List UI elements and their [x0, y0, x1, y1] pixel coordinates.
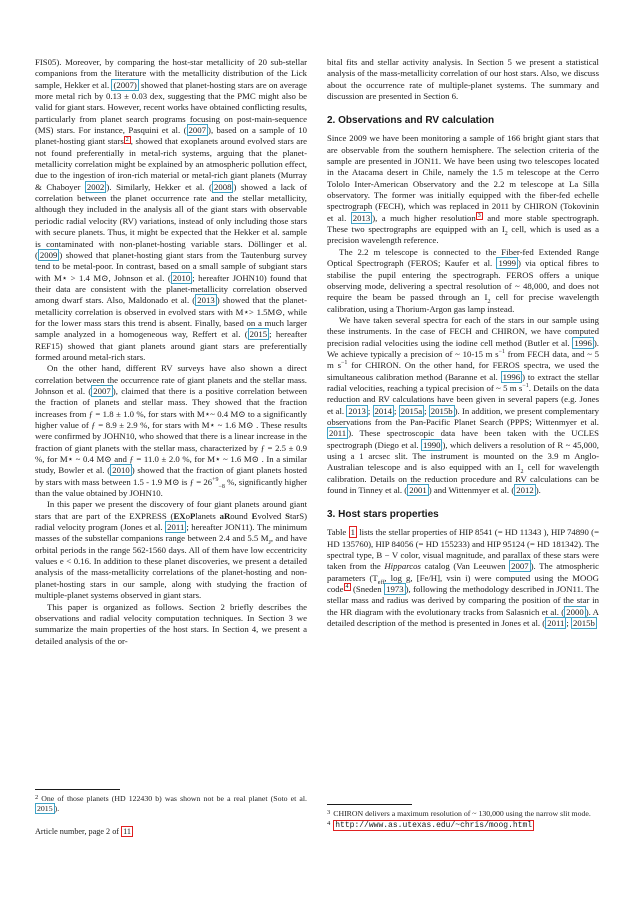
citation-link[interactable]: 1996 — [574, 337, 592, 348]
citation-link[interactable]: 2007 — [188, 125, 207, 136]
paragraph: This paper is organized as follows. Section 2 briefly describes the observations and radial velocity computation techniques. In Section 3 we summarize the main properties of the host stars. In Section 4, we present a detailed analysis of the or- — [35, 601, 307, 646]
citation-link[interactable]: 2013 — [352, 212, 371, 223]
citation-link[interactable]: 2011 — [167, 522, 185, 533]
footnote-4: $^4$ http://www.as.utexas.edu/~chris/moog.html — [327, 820, 533, 830]
paragraph: bital fits and stellar activity analysis. In Section 5 we present a statistical analysis of the mass-metallicity correlation of our host stars. Also, we discuss about the occurrence rate of multiple-planet systems. The summary and discussion are presented in Section 6. — [327, 57, 599, 102]
citation-link[interactable]: 1996 — [502, 371, 521, 382]
citation-link[interactable]: 1999 — [498, 258, 516, 269]
citation-link[interactable]: 2010 — [172, 272, 191, 283]
paragraph: On the other hand, different RV surveys have also shown a direct correlation between the occurrence rate of giant planets and the stellar mass. Johnson et al. ( 2007 ), claimed that there is a positive correlation between the fraction of planets and stellar mass. They showed that the fraction increases from ƒ = 1.8 ± 1.0 %, for stars with M⋆~ 0.4 M⊙ to a significantly higher value of ƒ = 8.9 ± 2.9 %, for stars with M⋆ ~ 1.6 M⊙ . These results were confirmed by JOHN10, who showed that there is a linear increase in the fraction of giant planets with the stellar mass, characterized by ƒ = 2.5 ± 0.9 %, for M⋆ ~ 0.4 M⊙ and ƒ = 11.0 ± 2.0 %, for M⋆ ~ 1.6 M⊙ . In a similar study, Bowler et al. ( 2010 ) showed that the fraction of giant planets hosted by stars with mass between 1.5 - 1.9 M⊙ is ƒ = $26^{+9}_{-8}$ %, significantly higher than the value obtained by JOHN10. — [35, 363, 308, 499]
citation-link[interactable]: 2013 — [197, 295, 215, 306]
left-column — [35, 57, 307, 647]
citation-link[interactable]: 1990 — [422, 439, 441, 450]
citation-link[interactable]: 2001 — [409, 485, 427, 496]
citation-link[interactable]: 2002 — [86, 181, 105, 192]
citation-link[interactable]: 2010 — [112, 465, 130, 476]
paragraph: FIS05). Moreover, by comparing the host-star metallicity of 20 sub-stellar companions from the literature with the metallicity distribution of the Lick sample, Hekker et al. (2007) showed that planet-hosting stars are on average more metal rich by 0.13 ± 0.03 dex, suggesting that the PMC might also be valid for giant stars. However, recent works have obtained conflicting results, particularly from planet search programs focusing on post-main-sequence (MS) stars. For instance, Pasquini et al. ( 2007 ), based on a sample of 10 planet-hosting giant stars $^2$ , showed that exoplanets around evolved stars are not found preferentially in metal-rich systems, arguing that the planet-metallicity correlation might be explained by an atmospheric pollution effect, due to the ingestion of iron-rich material or metal-rich giant planets (Murray & Chaboyer 2002 ). Similarly, Hekker et al. ( 2008 ) showed a lack of correlation between the planet occurrence rate and the stellar metallicity, although they included in the analysis all of the giant stars with observable periodic radial velocity (RV) variations, instead of only including those stars with secure planets. Thus, it might be expected that the Hekker et al. sample is contaminated with non-planet-hosting variable stars. Döllinger et al. ( 2009 ) showed that planet-hosting giant stars from the Tautenburg survey tend to be metal-poor. In contrast, based on a small sample of subgiant stars with M⋆ > 1.4 M⊙, Johnson et al. ( 2010 ; hereafter JOHN10) found that their data are consistent with the planet-metallicity correlation observed among dwarf stars. Also, Maldonado et al. ( 2013 ) showed that the planet-metallicity correlation is observed in evolved stars with M⋆> 1.5M⊙, while for the lower mass stars this trend is absent. Finally, based on a much larger sample analyzed in a homogeneous way, Reffert et al. ( 2015 ; hereafter REF15) showed that giant planets around giant stars are preferentially formed around metal-rich stars. — [35, 57, 308, 362]
citation-link[interactable]: 2007 — [511, 561, 529, 572]
citation-link[interactable]: (2007) — [113, 79, 137, 90]
citation-link[interactable]: 2000 — [566, 606, 584, 617]
citation-link[interactable]: 2014 — [374, 405, 392, 416]
table-link[interactable]: 1 — [350, 527, 355, 538]
section-heading: 3. Host stars properties — [327, 509, 439, 521]
citation-link[interactable]: 2007 — [93, 385, 111, 396]
citation-link[interactable]: 1973 — [386, 584, 404, 595]
citation-link[interactable]: 2015 — [37, 804, 53, 813]
citation-link[interactable]: 2015b — [573, 618, 595, 629]
total-pages-link[interactable]: 11 — [123, 827, 131, 836]
footnote-rule — [327, 804, 412, 805]
page-footer: Article number, page 2 of 11 — [35, 827, 131, 836]
citation-link[interactable]: 2012 — [516, 485, 534, 496]
citation-link[interactable]: 2013 — [348, 405, 366, 416]
footnote-link[interactable]: 3 — [477, 212, 481, 219]
paragraph: The 2.2 m telescope is connected to the Fiber-fed Extended Range Optical Spectrograph (FEROS; Kaufer et al. 1999 ) via optical fibres to stabilise the pupil entering the spectrograph. FEROS offers a unique observing mode, delivering a spectral resolution of ~ 48,000, and does not require the beam be passed through an $I_2$ cell for precise wavelength calibration, using a Thorium-Argon gas lamp instead. — [327, 246, 599, 314]
paragraph: Table 1 lists the stellar properties of HIP 8541 (= HD 11343 ), HIP 74890 (= HD 135760), HIP 84056 (= HD 155233) and HIP 95124 (= HD 181342). The spectral type, B − V color, visual magnitude, and parallax of these stars were taken from the Hipparcos catalog (Van Leeuwen 2007 ). The atmospheric parameters ($T_{eff}$, log g, [Fe/H], vsin i) were computed using the MOOG code $^4$ (Sneden 1973 ), following the methodology described in JON11. The stellar mass and radius was derived by comparing the position of the star in the HR diagram with the evolutionary tracks from Salasnich et al. ( 2000 ). A detailed description of the method is presented in Jones et al. ( 2011 ; 2015b — [327, 527, 600, 629]
footnotes-right — [327, 808, 599, 831]
paragraph: In this paper we present the discovery of four giant planets around giant stars that are part of the EXPRESS (EXoPlanets aRound Evolved StarS) radial velocity program (Jones et al. 2011 ; hereafter JON11). The minimum masses of the substellar companions range between 2.4 and 5.5 $M_J$, and have orbital periods in the range 562-1560 days. All of them have low eccentricity values e < 0.16. In addition to these planet discoveries, we present a detailed analysis of the mass-metallicity correlations of the planet-hosting and non-planet-hosting stars in our sample, along with studying the fraction of multiple-planet systems observed in giant stars. — [35, 499, 308, 601]
citation-link[interactable]: 2011 — [547, 618, 565, 629]
footnote-link[interactable]: 4 — [345, 584, 349, 591]
section-heading: 2. Observations and RV calculation — [327, 115, 495, 127]
footnote-rule — [35, 789, 120, 790]
footnote-2: $^2$ One of those planets (HD 122430 b) was shown not be a real planet (Soto et al. 2015 ). — [35, 794, 307, 813]
citation-link[interactable]: 2015b — [430, 405, 453, 416]
citation-link[interactable]: 2015a — [400, 405, 423, 416]
paragraph: We have taken several spectra for each of the stars in our sample using these instruments. In the case of FECH and CHIRON, we have computed precision radial velocities using the iodine cell method (Butler et al. 1996 ). We achieve typically a precision of ~ 10-15 m $s^{-1}$ from FECH data, and ~ 5 m $s^{-1}$ for CHIRON. On the other hand, for FEROS spectra, we used the simultaneous calibration method (Baranne et al. 1996 ) to extract the stellar radial velocities, reaching a typical precision of ~ 5 m $s^{-1}$. Details on the data reduction and RV calculations have been given in several papers (e.g. Jones et al. 2013 ; 2014 ; 2015a ; 2015b ). In addition, we present complementary observations from the Pan-Pacific Planet Search (PPPS; Wittenmyer et al. 2011 ). These spectroscopic data have been taken with the UCLES spectrograph (Diego et al. 1990 ), which delivers a resolution of R ~ 45,000, using a 1 arcsec slit. The instrument is mounted on the 3.9 m Anglo-Australian telescope and is also equipped with an $I_2$ cell for wavelength calibration. Details on the reduction procedure and RV calculations can be found in Tinney et al. ( 2001 ) and Wittenmyer et al. ( 2012 ). — [327, 314, 600, 496]
right-column — [327, 57, 599, 629]
footnote-3: $^3$ CHIRON delivers a maximum resolution of ~ 130,000 using the narrow slit mode. — [327, 809, 591, 818]
citation-link[interactable]: 2009 — [39, 249, 58, 260]
footnote-link[interactable]: 2 — [125, 136, 129, 143]
citation-link[interactable]: 2011 — [329, 428, 347, 439]
paragraph: Since 2009 we have been monitoring a sample of 166 bright giant stars that are observable from the southern hemisphere. The selection criteria of the sample are presented in JON11. We have been using two telescopes located in the Atacama desert in Chile, namely the 1.5 m telescope at the Cerro Tololo Inter-American Observatory and the 2.2 m telescope at La Silla observatory. The former was initially equipped with the fiber-fed echelle spectrograph (FECH), which was replaced in 2011 by CHIRON (Tokovinin et al. 2013 ), a much higher resolution $^3$ and more stable spectrograph. These two spectrographs are equipped with an $I_2$ cell, which is used as a precision wavelength reference. — [327, 133, 599, 246]
citation-link[interactable]: 2008 — [213, 181, 232, 192]
moog-url-link[interactable]: http://www.as.utexas.edu/~chris/moog.html — [335, 821, 533, 830]
citation-link[interactable]: 2015 — [249, 329, 268, 340]
